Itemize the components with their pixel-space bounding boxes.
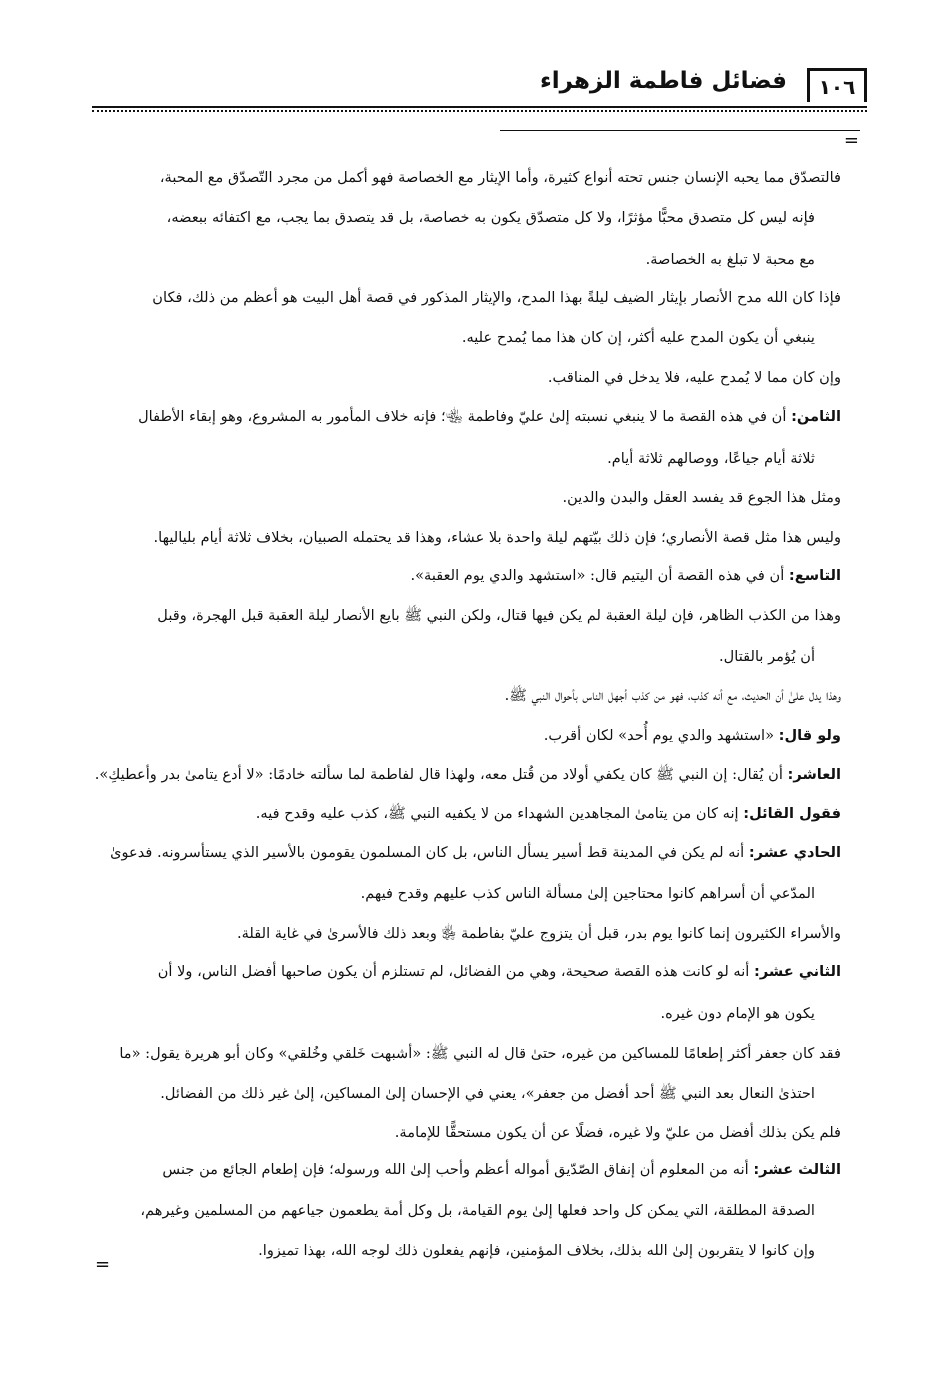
- line-lead: الثامن:: [791, 408, 841, 425]
- line-text: وهذا من الكذب الظاهر، فإن ليلة العقبة لم يكن فيها قتال، ولكن النبي ﷺ بايع الأنصار ليلة العقبة قبل الهجرة، وقبل: [157, 607, 841, 624]
- text-line: [410, 566, 841, 586]
- text-line: [158, 962, 841, 982]
- line-text: أن في هذه القصة ما لا ينبغي نسبته إلىٰ عليّ وفاطمة ﵄؛ فإنه خلاف المأمور به المشروع، وهو إبقاء الأطفال: [138, 408, 792, 425]
- text-line: [256, 804, 841, 824]
- text-line: [237, 924, 841, 944]
- text-line: [563, 488, 841, 508]
- continuation-mark-bottom: =: [95, 1254, 111, 1275]
- text-line: [544, 726, 841, 746]
- line-text: فقد كان جعفر أكثر إطعامًا للمساكين من غيره، حتىٰ قال له النبي ﷺ: «أشبهت خَلقي وخُلقي» وكان أبو هريرة يقول: «ما: [119, 1045, 841, 1062]
- text-line: [95, 765, 841, 785]
- line-text: أن يُؤمر بالقتال.: [719, 648, 815, 665]
- line-text: وهذا يدل علىٰ أن الحديث، مع أنه كذب، فهو من كذب أجهل الناس بأحوال النبي ﷺ.: [504, 687, 841, 704]
- line-text: أن يُقال: إن النبي ﷺ كان يكفي أولاد من قُتل معه، ولهذا قال لفاطمة لما سألته خادمًا: «لا أدع يتامىٰ بدر وأعطيكِ».: [94, 766, 788, 783]
- text-line: [160, 168, 841, 188]
- text-line: [607, 449, 815, 469]
- text-line: [462, 328, 815, 348]
- text-line: [154, 528, 841, 548]
- line-text: فلم يكن بذلك أفضل من عليّ ولا غيره، فضلًا عن أن يكون مستحقًّا للإمامة.: [394, 1124, 841, 1141]
- text-line: [661, 1004, 815, 1024]
- line-text: المدّعي أن أسراهم كانوا محتاجين إلىٰ مسألة الناس كذب عليهم وقدح فيهم.: [360, 885, 815, 902]
- header-rule: [92, 106, 867, 108]
- line-lead: التاسع:: [788, 567, 841, 584]
- text-line: [119, 1044, 841, 1064]
- text-line: [395, 1123, 841, 1143]
- line-text: يكون هو الإمام دون غيره.: [660, 1005, 815, 1022]
- line-lead: الثاني عشر:: [754, 963, 841, 980]
- text-line: [258, 1241, 815, 1261]
- text-line: [162, 1160, 841, 1180]
- line-text: فإنه ليس كل متصدق محبًّا مؤثرًا، ولا كل متصدّق يكون به خصاصة، بل قد يتصدق بما يجب، مع اكتفائه ببعضه،: [166, 209, 815, 226]
- text-line: [138, 407, 841, 427]
- continuation-mark-top: =: [843, 130, 859, 151]
- line-text: أنه لو كانت هذه القصة صحيحة، وهي من الفضائل، لم تستلزم أن يكون صاحبها أفضل الناس، ولا أن: [157, 963, 755, 980]
- line-text: احتذىٰ النعال بعد النبي ﷺ أحد أفضل من جعفر»، يعني في الإحسان إلىٰ المساكين، إلىٰ غير ذلك من الفضائل.: [160, 1085, 815, 1102]
- line-text: أنه من المعلوم أن إنفاق الصّدّيق أمواله أعظم وأحب إلىٰ الله ورسوله؛ فإن إطعام الجائع من جنس: [162, 1161, 754, 1178]
- line-text: «استشهد والدي يوم أُحد» لكان أقرب.: [543, 727, 779, 744]
- text-line: [160, 1084, 815, 1104]
- line-text: ثلاثة أيام جياعًا، ووصالهم ثلاثة أيام.: [607, 450, 815, 467]
- line-text: فإذا كان الله مدح الأنصار بإيثار الضيف ليلةً بهذا المدح، والإيثار المذكور في قصة أهل البيت هو أعظم من ذلك، فكان: [152, 289, 841, 306]
- line-lead: العاشر:: [787, 766, 841, 783]
- header-dotted-rule: [92, 110, 867, 112]
- line-text: إنه كان من يتامىٰ المجاهدين الشهداء من لا يكفيه النبي ﷺ، كذب عليه وقدح فيه.: [255, 805, 744, 822]
- line-text: وإن كانوا لا يتقربون إلىٰ الله بذلك، بخلاف المؤمنين، فإنهم يفعلون ذلك لوجه الله، بهذا تميزوا.: [258, 1242, 815, 1259]
- text-line: [361, 884, 815, 904]
- line-text: مع محبة لا تبلغ به الخصاصة.: [645, 251, 815, 268]
- text-line: [719, 647, 815, 667]
- line-text: فالتصدّق مما يحبه الإنسان جنس تحته أنواع كثيرة، وأما الإيثار مع الخصاصة فهو أكمل من مجرد التّصدّق مع المحبة،: [159, 169, 841, 186]
- running-title: فضائل فاطمة الزهراء: [540, 68, 787, 94]
- line-lead: الحادي عشر:: [748, 844, 841, 861]
- text-line: [157, 606, 841, 626]
- text-line: [548, 368, 841, 388]
- text-line: [140, 1201, 815, 1221]
- line-text: أن في هذه القصة أن اليتيم قال: «استشهد والدي يوم العقبة».: [410, 567, 789, 584]
- text-line: [167, 208, 815, 228]
- line-lead: فقول القائل:: [743, 805, 841, 822]
- page-number: ١٠٦: [807, 68, 867, 102]
- line-text: والأسراء الكثيرون إنما كانوا يوم بدر، قبل أن يتزوج عليّ بفاطمة ﵂ وبعد ذلك فالأسرىٰ في غاية القلة.: [236, 925, 841, 942]
- text-line: [646, 250, 815, 270]
- line-lead: الثالث عشر:: [753, 1161, 841, 1178]
- line-lead: ولو قال:: [778, 727, 841, 744]
- line-text: وإن كان مما لا يُمدح عليه، فلا يدخل في المناقب.: [547, 369, 841, 386]
- line-text: أنه لم يكن في المدينة قط أسير يسأل الناس، بل كان المسلمون يقومون بالأسير الذي يستأسرونه. فدعوىٰ: [110, 844, 749, 861]
- text-line: [110, 843, 841, 863]
- line-text: الصدقة المطلقة، التي يمكن كل واحد فعلها إلىٰ يوم القيامة، بل وكل أمة يطعمون جياعهم من المسلمين وغيرهم،: [140, 1202, 815, 1219]
- running-header: [92, 64, 867, 108]
- continuation-rule: [500, 130, 860, 131]
- line-text: ومثل هذا الجوع قد يفسد العقل والبدن والدين.: [562, 489, 841, 506]
- text-line: [152, 288, 841, 308]
- line-text: ينبغي أن يكون المدح عليه أكثر، إن كان هذا مما يُمدح عليه.: [461, 329, 815, 346]
- text-line: [505, 686, 841, 706]
- line-text: وليس هذا مثل قصة الأنصاري؛ فإن ذلك بيّتهم ليلة واحدة بلا عشاء، وهذا قد يحتمله الصبيان، بخلاف ثلاثة أيام بلياليها.: [153, 529, 841, 546]
